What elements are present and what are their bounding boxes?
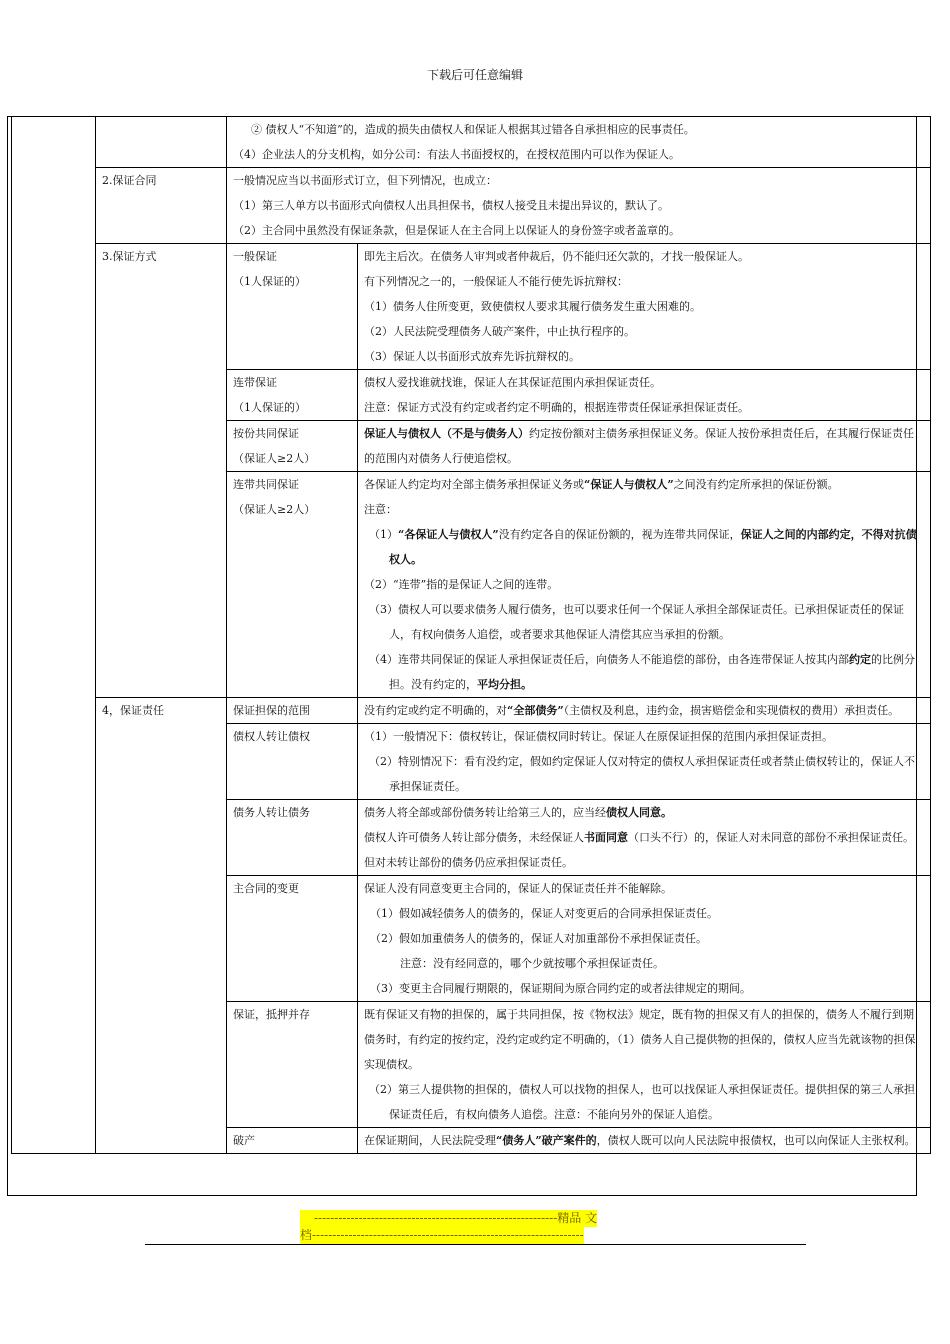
text-span: 在保证期间，人民法院受理 [364,1134,496,1147]
bold-text: 约定 [849,653,871,666]
text-span: 之间没有约定所承担的保证份额。 [673,478,839,491]
text-span: 各保证人约定均对全部主债务承担保证义务或 [364,478,584,491]
text-line: ② 债权人“不知道”的，造成的损失由债权人和保证人根据其过错各自承担相应的民事责任。 [251,123,695,136]
page-footer [300,1210,645,1244]
content-cell [358,472,931,698]
footer-line-2: 档------------------------------------------------------------------- [300,1228,584,1242]
content-cell [227,168,931,244]
sub-category-cell [227,421,358,472]
text-line: （1）债务人住所变更，致使债权人要求其履行债务发生重大困难的。 [364,300,701,313]
content-cell [358,370,931,421]
text-span: 的比例分担。没有约定的， [389,653,915,691]
text-span: （1） [369,528,398,541]
text-line: （2）“连带”指的是保证人之间的连带。 [364,578,559,591]
category-label: 4，保证责任 [96,698,227,1154]
category-label: 2.保证合同 [96,168,227,244]
category-label: 3.保证方式 [96,244,227,698]
content-cell [358,876,931,1002]
paragraph [364,825,924,875]
content-cell [358,1002,931,1128]
bold-text: 保证人与债权人（不是与债务人） [364,427,529,440]
sub-category-name: 债务人转让债务 [227,800,358,876]
text-span: ，债权人既可以向人民法院申报债权，也可以向保证人主张权利。 [596,1134,916,1147]
paragraph [364,472,924,497]
sub-category-name: 连带保证 [233,376,277,389]
sub-category-name: 保证担保的范围 [227,698,358,724]
content-cell [358,724,931,800]
text-line: （1）第三人单方以书面形式向债权人出具担保书，债权人接受且未提出异议的，默认了。 [233,199,669,212]
text-line: 既有保证又有物的担保的，属于共同担保，按《物权法》规定，既有物的担保又有人的担保的，债务人不履行到期债务时，有约定的按约定，没约定或约定不明确的，（1）债务人自己提供物的担保的，债权人应当先就该物的担保实现债权。 [364,1008,916,1071]
paragraph [364,522,924,572]
bold-text: “债务人”破产案件的 [496,1134,597,1147]
sub-category-cell [227,370,358,421]
paragraph [364,800,924,825]
sub-category-name: 保证，抵押并存 [227,1002,358,1128]
sub-category-name: 破产 [227,1128,358,1154]
text-line: 即先主后次。在债务人审判或者仲裁后，仍不能归还欠款的，才找一般保证人。 [364,250,749,263]
table-row [12,168,931,244]
text-line: （2）假如加重债务人的债务的，保证人对加重部份不承担保证责任。 [370,932,707,945]
text-line: 一般情况应当以书面形式订立，但下列情况，也成立： [233,174,497,187]
content-cell [358,800,931,876]
text-line: （2）主合同中虽然没有保证条款，但是保证人在主合同上以保证人的身份签字或者盖章的。 [233,224,680,237]
text-line: （3）债权人可以要求债务人履行债务，也可以要求任何一个保证人承担全部保证责任。已承担保证责任的保证人，有权向债务人追偿，或者要求其他保证人清偿其应当承担的份额。 [369,603,904,641]
text-span: 没有约定或约定不明确的，对 [364,704,507,717]
text-line: （3）变更主合同履行期限的，保证期间为原合同约定的或者法律规定的期间。 [370,982,751,995]
text-line: （1）一般情况下：债权转让，保证债权同时转让。保证人在原保证担保的范围内承担保证责担。 [364,730,833,743]
text-span: （口头不行）的，保证人对未同意的部份不承担保证责任。但对未转让部份的债务仍应承担保证责任。 [364,831,914,869]
footer-rule [145,1244,806,1245]
sub-category-name: 债权人转让债权 [227,724,358,800]
sub-category-name: 连带共同保证 [233,478,299,491]
text-line: 注意：没有经同意的，哪个少就按哪个承担保证责任。 [400,957,664,970]
text-span: 没有约定各自的保证份额的，视为连带共同保证， [498,528,741,541]
sub-category-cell [227,244,358,370]
sub-category-name: 一般保证 [233,250,277,263]
page-header: 下载后可任意编辑 [426,68,523,82]
text-line: （4）企业法人的分支机构，如分公司：有法人书面授权的，在授权范围内可以作为保证人。 [233,148,680,161]
bold-text: 书面同意 [584,831,628,844]
sub-category-name: 主合同的变更 [227,876,358,1002]
text-span: 债权人许可债务人转让部分债务，未经保证人 [364,831,584,844]
sub-category-note: （1人保证的） [233,275,306,288]
text-line: （2）第三人提供物的担保的，债权人可以找物的担保人，也可以找保证人承担保证责任。提供担保的第三人承担保证责任后，有权向债务人追偿。注意：不能向另外的保证人追偿。 [369,1083,915,1121]
content-cell [227,117,931,168]
paragraph [364,421,924,471]
left-margin-cell [12,117,96,1154]
bold-text: 债权人同意。 [606,806,672,819]
paragraph [364,698,924,723]
text-line: 注意： [364,503,397,516]
text-line: 注意：保证方式没有约定或者约定不明确的，根据连带责任保证承担保证责任。 [364,401,749,414]
bold-text: 保证人之间的内部约定，不得对抗债权人。 [389,528,917,566]
text-span: （4）连带共同保证的保证人承担保证责任后，向债务人不能追偿的部份，由各连带保证人按其内部 [369,653,849,666]
table-row [12,698,931,724]
bold-text: “各保证人与债权人” [398,528,499,541]
text-line: （3）保证人以书面形式放弃先诉抗辩权的。 [364,350,580,363]
paragraph [364,1128,924,1153]
paragraph [364,647,924,697]
text-line: （2）特别情况下：看有没约定，假如约定保证人仅对特定的债权人承担保证责任或者禁止债权转让的，保证人不承担保证责任。 [369,755,915,793]
table-row [12,244,931,370]
sub-category-note: （1人保证的） [233,401,306,414]
content-cell [358,421,931,472]
content-cell [358,244,931,370]
sub-category-name: 按份共同保证 [233,427,299,440]
bold-text: 平均分担。 [477,678,532,691]
sub-category-cell [227,472,358,698]
sub-category-note: （保证人≥2人） [233,452,316,465]
bold-text: “全部债务” [507,704,564,717]
text-span: 约定按份额对主债务承担保证义务。保证人按份承担责任后，在其履行保证责任的范围内对债务人行使追偿权。 [364,427,914,465]
content-cell [358,1128,931,1154]
table-row [12,117,931,168]
text-span: 债务人将全部或部份债务转让给第三人的，应当经 [364,806,606,819]
bold-text: “保证人与债权人” [584,478,674,491]
guarantee-table [11,116,931,1154]
text-span: （主债权及利息，违约金，损害赔偿金和实现债权的费用）承担责任。 [563,704,900,717]
text-line: （2）人民法院受理债务人破产案件，中止执行程序的。 [364,325,635,338]
text-line: 债权人爱找谁就找谁，保证人在其保证范围内承担保证责任。 [364,376,661,389]
text-line: （1）假如减轻债务人的债务的，保证人对变更后的合同承担保证责任。 [370,907,718,920]
text-line: 有下列情况之一的，一般保证人不能行使先诉抗辩权： [364,275,628,288]
footer-line-1: ------------------------------------------------------------精品 文 [300,1210,597,1227]
text-line: 保证人没有同意变更主合同的，保证人的保证责任并不能解除。 [364,882,672,895]
content-cell [358,698,931,724]
sub-category-note: （保证人≥2人） [233,503,316,516]
category-cell [96,117,227,168]
